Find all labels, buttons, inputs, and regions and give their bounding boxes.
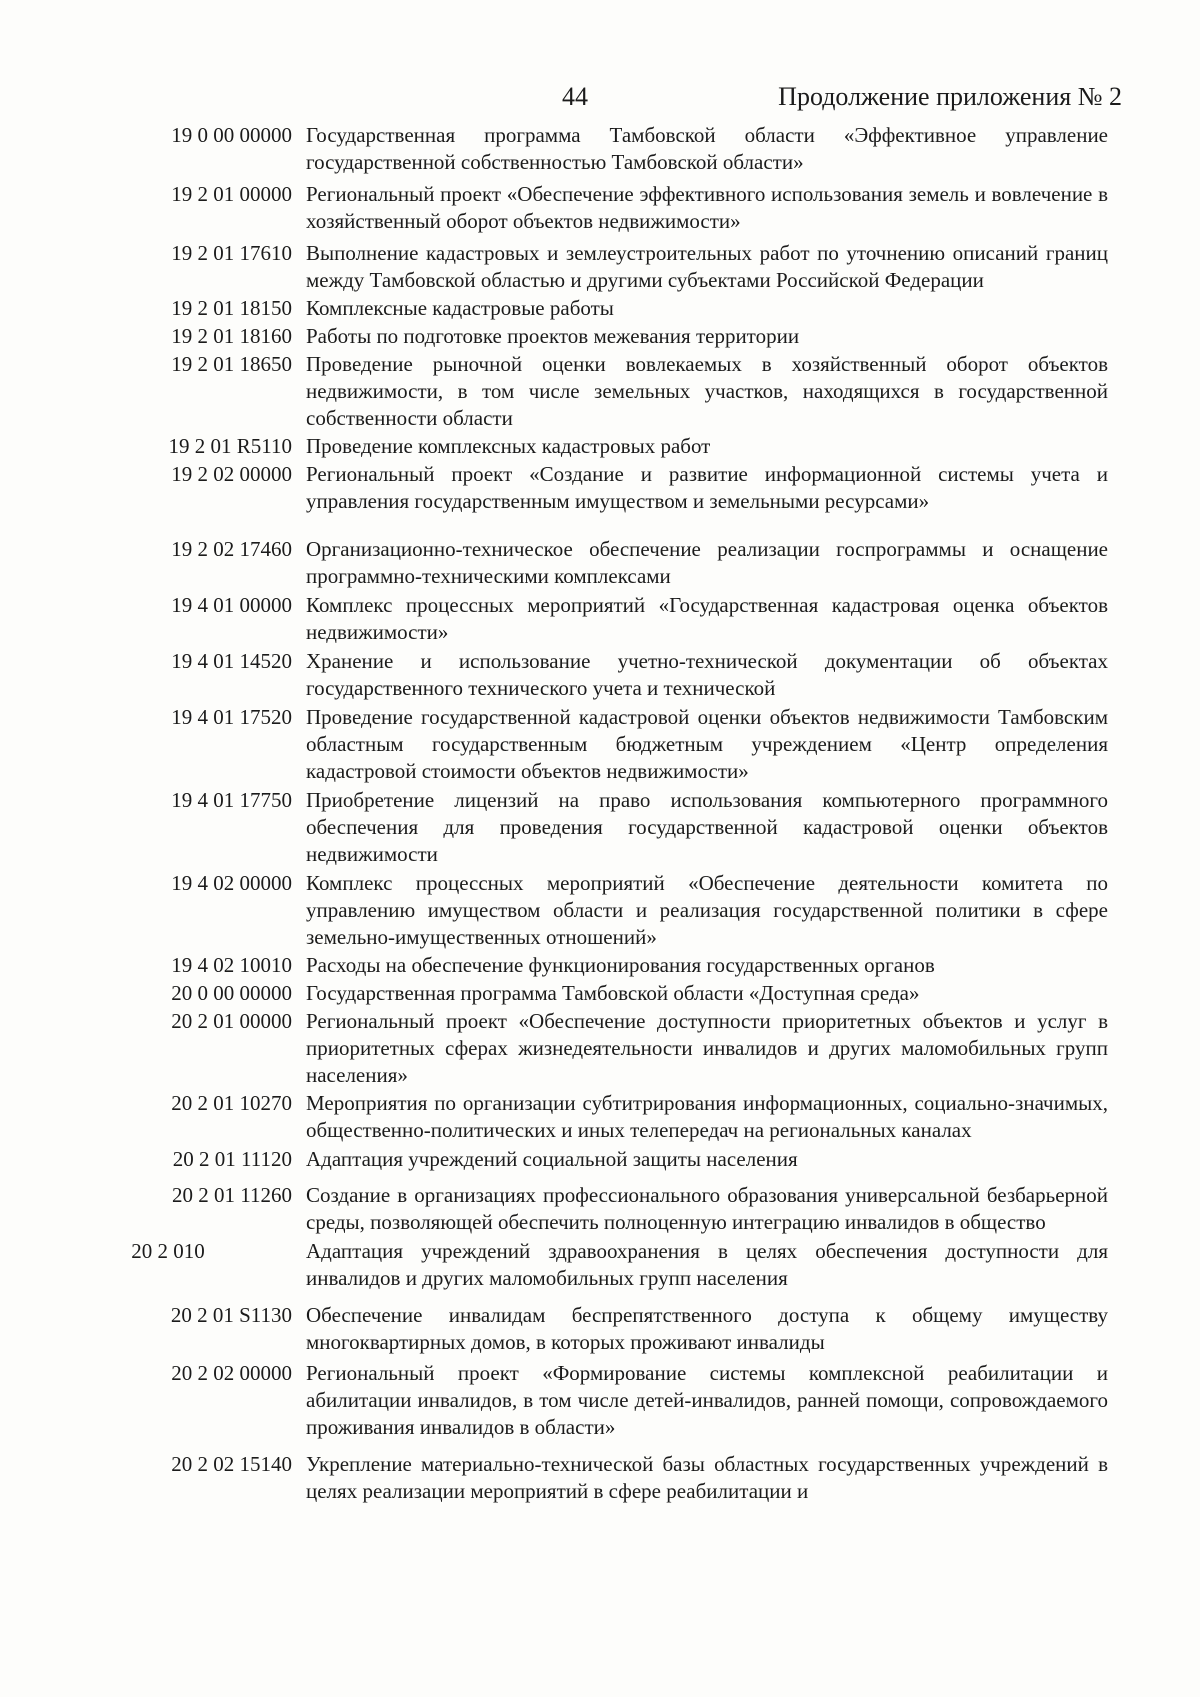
- budget-code: 20 2 02 00000: [171, 1361, 292, 1385]
- budget-code: 20 0 00 00000: [171, 981, 292, 1005]
- entry-description: Комплексные кадастровые работы: [306, 296, 614, 320]
- table-row: [0, 592, 1200, 646]
- entry-description: Государственная программа Тамбовской области «Доступная среда»: [306, 981, 920, 1005]
- appendix-continuation-title: Продолжение приложения № 2: [778, 82, 1122, 111]
- table-row: [0, 648, 1200, 702]
- code-table: [0, 122, 1200, 1505]
- entry-description: Региональный проект «Обеспечение эффективного использования земель и вовлечение в хозяйственный оборот объектов недвижимости»: [306, 182, 1108, 233]
- budget-code: 19 2 01 00000: [171, 182, 292, 206]
- budget-code: 19 2 01 18150: [171, 296, 292, 320]
- budget-code: 19 4 02 10010: [171, 953, 292, 977]
- entry-description: Расходы на обеспечение функционирования государственных органов: [306, 953, 935, 977]
- table-row: [0, 240, 1200, 294]
- table-row: [0, 980, 1200, 1007]
- table-row: [0, 952, 1200, 979]
- budget-code: 20 2 01 11260: [172, 1183, 292, 1207]
- table-row: [0, 461, 1200, 515]
- entry-description: Проведение рыночной оценки вовлекаемых в хозяйственный оборот объектов недвижимости, в том числе земельных участков, находящихся в государственной собственности области: [306, 352, 1108, 430]
- entry-description: Организационно-техническое обеспечение реализации госпрограммы и оснащение программно-техническими комплексами: [306, 537, 1108, 588]
- budget-code: 20 2 01 00000: [171, 1009, 292, 1033]
- table-row: [0, 295, 1200, 322]
- budget-code: 20 2 01 10270: [171, 1091, 292, 1115]
- entry-description: Проведение государственной кадастровой оценки объектов недвижимости Тамбовским областным государственным бюджетным учреждением «Центр определения кадастровой стоимости объектов недвижимости»: [306, 705, 1108, 783]
- entry-description: Региональный проект «Создание и развитие информационной системы учета и управления государственным имуществом и земельными ресурсами»: [306, 462, 1108, 513]
- entry-description: Региональный проект «Формирование системы комплексной реабилитации и абилитации инвалидов, в том числе детей-инвалидов, ранней помощи, сопровождаемого проживания инвалидов в области»: [306, 1361, 1108, 1439]
- entry-description: Работы по подготовке проектов межевания территории: [306, 324, 800, 348]
- budget-code: 20 2 02 15140: [171, 1452, 292, 1476]
- page-number: 44: [562, 82, 588, 111]
- entry-description: Выполнение кадастровых и землеустроительных работ по уточнению описаний границ между Тамбовской областью и другими субъектами Российской Федерации: [306, 241, 1108, 292]
- budget-code: 20 2 010: [131, 1239, 205, 1263]
- table-row: [0, 433, 1200, 460]
- budget-code: 19 4 01 00000: [171, 593, 292, 617]
- budget-code: 19 2 02 00000: [171, 462, 292, 486]
- entry-description: Региональный проект «Обеспечение доступности приоритетных объектов и услуг в приоритетных сферах жизнедеятельности инвалидов и других маломобильных групп населения»: [306, 1009, 1108, 1087]
- entry-description: Обеспечение инвалидам беспрепятственного доступа к общему имуществу многоквартирных домов, в которых проживают инвалиды: [306, 1303, 1108, 1354]
- table-row: [0, 1360, 1200, 1441]
- table-row: [0, 1302, 1200, 1356]
- entry-description: Приобретение лицензий на право использования компьютерного программного обеспечения для проведения государственной кадастровой оценки объектов недвижимости: [306, 788, 1108, 866]
- entry-description: Укрепление материально-технической базы областных государственных учреждений в целях реализации мероприятий в сфере реабилитации и: [306, 1452, 1108, 1503]
- table-row: [0, 323, 1200, 350]
- page-header: [0, 80, 1200, 116]
- table-row: [0, 122, 1200, 176]
- table-row: [0, 536, 1200, 590]
- entry-description: Создание в организациях профессионального образования универсальной безбарьерной среды, позволяющей обеспечить полноценную интеграцию инвалидов в общество: [306, 1183, 1108, 1234]
- table-row: [0, 1090, 1200, 1144]
- entry-description: Комплекс процессных мероприятий «Государственная кадастровая оценка объектов недвижимости»: [306, 593, 1108, 644]
- budget-code: 20 2 01 S1130: [170, 1303, 292, 1327]
- budget-code: 19 4 01 17520: [171, 705, 292, 729]
- entry-description: Комплекс процессных мероприятий «Обеспечение деятельности комитета по управлению имуществом области и реализация государственной политики в сфере земельно-имущественных отношений»: [306, 871, 1108, 949]
- table-row: [0, 870, 1200, 951]
- table-row: [0, 351, 1200, 432]
- budget-code: 20 2 01 11120: [172, 1147, 292, 1171]
- table-row: [0, 1146, 1200, 1173]
- entry-description: Адаптация учреждений социальной защиты населения: [306, 1147, 798, 1171]
- budget-code: 19 2 01 18650: [171, 352, 292, 376]
- budget-code: 19 4 01 17750: [171, 788, 292, 812]
- entry-description: Государственная программа Тамбовской области «Эффективное управление государственной собственностью Тамбовской области»: [306, 123, 1108, 174]
- budget-code: 19 2 01 17610: [171, 241, 292, 265]
- table-row: [0, 1008, 1200, 1089]
- budget-code: 19 4 02 00000: [171, 871, 292, 895]
- entry-description: Хранение и использование учетно-технической документации об объектах государственного технического учета и технической: [306, 649, 1108, 700]
- budget-code: 19 0 00 00000: [171, 123, 292, 147]
- table-row: [0, 181, 1200, 235]
- entry-description: Проведение комплексных кадастровых работ: [306, 434, 711, 458]
- table-row: [0, 1238, 1200, 1292]
- budget-code: 19 2 01 R5110: [168, 434, 292, 458]
- table-row: [0, 787, 1200, 868]
- budget-code: 19 2 02 17460: [171, 537, 292, 561]
- budget-code: 19 4 01 14520: [171, 649, 292, 673]
- table-row: [0, 1451, 1200, 1505]
- entry-description: Мероприятия по организации субтитрирования информационных, социально-значимых, общественно-политических и иных телепередач на региональных каналах: [306, 1091, 1108, 1142]
- table-row: [0, 1182, 1200, 1236]
- table-row: [0, 704, 1200, 785]
- entry-description: Адаптация учреждений здравоохранения в целях обеспечения доступности для инвалидов и других маломобильных групп населения: [306, 1239, 1108, 1290]
- budget-code: 19 2 01 18160: [171, 324, 292, 348]
